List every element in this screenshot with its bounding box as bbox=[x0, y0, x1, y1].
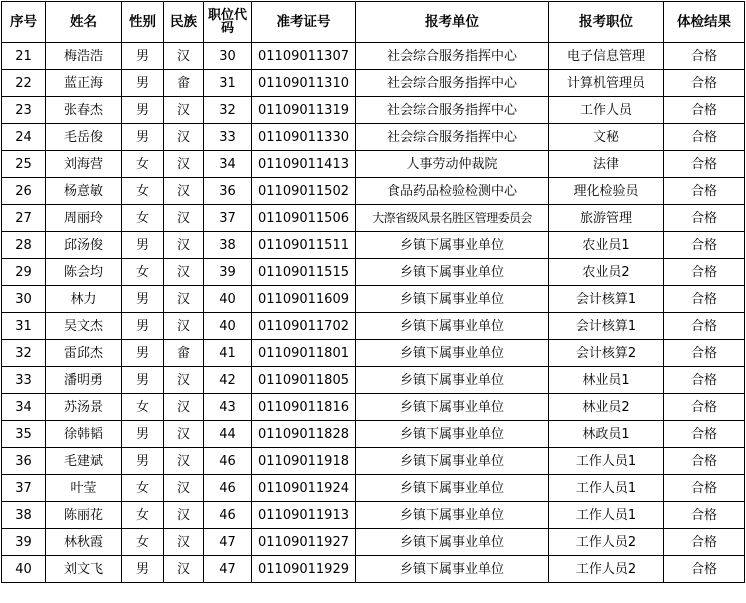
table-row bbox=[2, 313, 745, 340]
cell-name: 刘海营 bbox=[46, 151, 122, 178]
header-ticket-no: 准考证号 bbox=[252, 2, 356, 43]
cell-ticket-no: 01109011330 bbox=[252, 124, 356, 151]
table-row bbox=[2, 232, 745, 259]
cell-ticket-no: 01109011511 bbox=[252, 232, 356, 259]
table-row bbox=[2, 205, 745, 232]
cell-ticket-no: 01109011828 bbox=[252, 421, 356, 448]
cell-position: 农业员1 bbox=[549, 232, 664, 259]
cell-seq: 36 bbox=[2, 448, 46, 475]
cell-ticket-no: 01109011515 bbox=[252, 259, 356, 286]
cell-ethnicity: 汉 bbox=[164, 448, 204, 475]
cell-position-code: 46 bbox=[204, 448, 252, 475]
cell-name: 杨意敏 bbox=[46, 178, 122, 205]
cell-gender: 女 bbox=[122, 151, 164, 178]
cell-name: 雷邱杰 bbox=[46, 340, 122, 367]
cell-position-code: 34 bbox=[204, 151, 252, 178]
header-position-code: 职位代码 bbox=[204, 2, 252, 43]
cell-name: 陈会均 bbox=[46, 259, 122, 286]
cell-ticket-no: 01109011816 bbox=[252, 394, 356, 421]
cell-unit: 乡镇下属事业单位 bbox=[356, 529, 549, 556]
table-row bbox=[2, 124, 745, 151]
cell-position: 工作人员2 bbox=[549, 556, 664, 583]
cell-position: 理化检验员 bbox=[549, 178, 664, 205]
cell-ticket-no: 01109011801 bbox=[252, 340, 356, 367]
cell-ethnicity: 汉 bbox=[164, 205, 204, 232]
cell-position-code: 47 bbox=[204, 556, 252, 583]
cell-gender: 女 bbox=[122, 259, 164, 286]
cell-ethnicity: 汉 bbox=[164, 43, 204, 70]
cell-unit: 大漈省级风景名胜区管理委员会 bbox=[356, 205, 549, 232]
cell-seq: 35 bbox=[2, 421, 46, 448]
cell-gender: 女 bbox=[122, 475, 164, 502]
cell-position-code: 33 bbox=[204, 124, 252, 151]
cell-seq: 33 bbox=[2, 367, 46, 394]
header-ethnicity: 民族 bbox=[164, 2, 204, 43]
cell-unit: 社会综合服务指挥中心 bbox=[356, 43, 549, 70]
cell-ethnicity: 汉 bbox=[164, 502, 204, 529]
cell-result: 合格 bbox=[664, 475, 745, 502]
cell-unit: 乡镇下属事业单位 bbox=[356, 340, 549, 367]
header-result: 体检结果 bbox=[664, 2, 745, 43]
cell-unit: 食品药品检验检测中心 bbox=[356, 178, 549, 205]
cell-result: 合格 bbox=[664, 205, 745, 232]
cell-unit: 乡镇下属事业单位 bbox=[356, 475, 549, 502]
cell-unit: 乡镇下属事业单位 bbox=[356, 313, 549, 340]
table-row bbox=[2, 259, 745, 286]
table-body bbox=[2, 43, 745, 583]
cell-seq: 22 bbox=[2, 70, 46, 97]
header-seq: 序号 bbox=[2, 2, 46, 43]
table-row bbox=[2, 529, 745, 556]
cell-seq: 24 bbox=[2, 124, 46, 151]
cell-ethnicity: 汉 bbox=[164, 178, 204, 205]
cell-name: 林秋霞 bbox=[46, 529, 122, 556]
cell-name: 蓝正海 bbox=[46, 70, 122, 97]
cell-position-code: 36 bbox=[204, 178, 252, 205]
cell-ethnicity: 畲 bbox=[164, 70, 204, 97]
cell-result: 合格 bbox=[664, 313, 745, 340]
cell-seq: 25 bbox=[2, 151, 46, 178]
cell-ticket-no: 01109011413 bbox=[252, 151, 356, 178]
cell-position-code: 43 bbox=[204, 394, 252, 421]
header-unit: 报考单位 bbox=[356, 2, 549, 43]
cell-position: 文秘 bbox=[549, 124, 664, 151]
cell-seq: 30 bbox=[2, 286, 46, 313]
cell-result: 合格 bbox=[664, 367, 745, 394]
cell-position: 会计核算2 bbox=[549, 340, 664, 367]
cell-position: 工作人员1 bbox=[549, 448, 664, 475]
cell-gender: 女 bbox=[122, 529, 164, 556]
cell-name: 张春杰 bbox=[46, 97, 122, 124]
cell-seq: 32 bbox=[2, 340, 46, 367]
table-row bbox=[2, 448, 745, 475]
cell-ethnicity: 汉 bbox=[164, 151, 204, 178]
cell-gender: 男 bbox=[122, 556, 164, 583]
cell-result: 合格 bbox=[664, 124, 745, 151]
cell-unit: 人事劳动仲裁院 bbox=[356, 151, 549, 178]
cell-ticket-no: 01109011913 bbox=[252, 502, 356, 529]
cell-position: 林业员2 bbox=[549, 394, 664, 421]
cell-gender: 女 bbox=[122, 394, 164, 421]
cell-gender: 男 bbox=[122, 124, 164, 151]
cell-ticket-no: 01109011805 bbox=[252, 367, 356, 394]
cell-gender: 男 bbox=[122, 286, 164, 313]
cell-unit: 乡镇下属事业单位 bbox=[356, 367, 549, 394]
table-row bbox=[2, 556, 745, 583]
cell-result: 合格 bbox=[664, 556, 745, 583]
table-row bbox=[2, 97, 745, 124]
cell-position: 工作人员2 bbox=[549, 529, 664, 556]
table-row bbox=[2, 475, 745, 502]
cell-result: 合格 bbox=[664, 232, 745, 259]
cell-position: 会计核算1 bbox=[549, 313, 664, 340]
cell-position: 农业员2 bbox=[549, 259, 664, 286]
cell-unit: 乡镇下属事业单位 bbox=[356, 421, 549, 448]
cell-seq: 40 bbox=[2, 556, 46, 583]
cell-seq: 29 bbox=[2, 259, 46, 286]
cell-gender: 女 bbox=[122, 502, 164, 529]
cell-gender: 男 bbox=[122, 313, 164, 340]
cell-name: 林力 bbox=[46, 286, 122, 313]
cell-ethnicity: 汉 bbox=[164, 124, 204, 151]
cell-unit: 乡镇下属事业单位 bbox=[356, 259, 549, 286]
header-row bbox=[2, 2, 745, 43]
cell-name: 毛岳俊 bbox=[46, 124, 122, 151]
cell-name: 吴文杰 bbox=[46, 313, 122, 340]
cell-result: 合格 bbox=[664, 421, 745, 448]
cell-name: 梅浩浩 bbox=[46, 43, 122, 70]
cell-gender: 女 bbox=[122, 205, 164, 232]
cell-position: 计算机管理员 bbox=[549, 70, 664, 97]
cell-position: 林政员1 bbox=[549, 421, 664, 448]
cell-name: 周丽玲 bbox=[46, 205, 122, 232]
cell-ethnicity: 汉 bbox=[164, 556, 204, 583]
header-name: 姓名 bbox=[46, 2, 122, 43]
cell-unit: 乡镇下属事业单位 bbox=[356, 286, 549, 313]
cell-position-code: 37 bbox=[204, 205, 252, 232]
cell-result: 合格 bbox=[664, 529, 745, 556]
table-row bbox=[2, 367, 745, 394]
cell-position-code: 32 bbox=[204, 97, 252, 124]
cell-ticket-no: 01109011929 bbox=[252, 556, 356, 583]
cell-unit: 社会综合服务指挥中心 bbox=[356, 70, 549, 97]
cell-result: 合格 bbox=[664, 97, 745, 124]
cell-ticket-no: 01109011319 bbox=[252, 97, 356, 124]
table-row bbox=[2, 43, 745, 70]
table-row bbox=[2, 286, 745, 313]
cell-gender: 男 bbox=[122, 43, 164, 70]
cell-ethnicity: 汉 bbox=[164, 313, 204, 340]
cell-position-code: 44 bbox=[204, 421, 252, 448]
cell-position: 工作人员1 bbox=[549, 502, 664, 529]
table-row bbox=[2, 421, 745, 448]
cell-gender: 女 bbox=[122, 178, 164, 205]
cell-ticket-no: 01109011924 bbox=[252, 475, 356, 502]
cell-result: 合格 bbox=[664, 70, 745, 97]
cell-position-code: 38 bbox=[204, 232, 252, 259]
cell-seq: 38 bbox=[2, 502, 46, 529]
cell-gender: 男 bbox=[122, 340, 164, 367]
cell-position-code: 46 bbox=[204, 475, 252, 502]
cell-position: 法律 bbox=[549, 151, 664, 178]
cell-position-code: 40 bbox=[204, 313, 252, 340]
cell-position-code: 41 bbox=[204, 340, 252, 367]
cell-seq: 23 bbox=[2, 97, 46, 124]
cell-name: 陈丽花 bbox=[46, 502, 122, 529]
cell-gender: 男 bbox=[122, 448, 164, 475]
cell-ethnicity: 汉 bbox=[164, 421, 204, 448]
cell-result: 合格 bbox=[664, 448, 745, 475]
cell-ethnicity: 汉 bbox=[164, 286, 204, 313]
table-header bbox=[2, 2, 745, 43]
cell-ticket-no: 01109011918 bbox=[252, 448, 356, 475]
cell-unit: 乡镇下属事业单位 bbox=[356, 448, 549, 475]
cell-position: 工作人员1 bbox=[549, 475, 664, 502]
cell-result: 合格 bbox=[664, 502, 745, 529]
table-row bbox=[2, 502, 745, 529]
cell-result: 合格 bbox=[664, 259, 745, 286]
cell-result: 合格 bbox=[664, 286, 745, 313]
cell-unit: 社会综合服务指挥中心 bbox=[356, 97, 549, 124]
cell-name: 徐韩韬 bbox=[46, 421, 122, 448]
cell-name: 叶莹 bbox=[46, 475, 122, 502]
cell-seq: 37 bbox=[2, 475, 46, 502]
cell-position-code: 30 bbox=[204, 43, 252, 70]
cell-name: 刘文飞 bbox=[46, 556, 122, 583]
table-row bbox=[2, 394, 745, 421]
table-row bbox=[2, 340, 745, 367]
cell-seq: 34 bbox=[2, 394, 46, 421]
cell-ticket-no: 01109011310 bbox=[252, 70, 356, 97]
cell-position-code: 47 bbox=[204, 529, 252, 556]
cell-name: 邱汤俊 bbox=[46, 232, 122, 259]
cell-result: 合格 bbox=[664, 43, 745, 70]
cell-name: 苏汤景 bbox=[46, 394, 122, 421]
cell-name: 毛建斌 bbox=[46, 448, 122, 475]
cell-ethnicity: 汉 bbox=[164, 367, 204, 394]
table-row bbox=[2, 70, 745, 97]
cell-position: 电子信息管理 bbox=[549, 43, 664, 70]
cell-unit: 社会综合服务指挥中心 bbox=[356, 124, 549, 151]
results-table bbox=[1, 1, 745, 583]
cell-name: 潘明勇 bbox=[46, 367, 122, 394]
cell-seq: 21 bbox=[2, 43, 46, 70]
cell-ticket-no: 01109011502 bbox=[252, 178, 356, 205]
cell-gender: 男 bbox=[122, 97, 164, 124]
cell-unit: 乡镇下属事业单位 bbox=[356, 232, 549, 259]
cell-unit: 乡镇下属事业单位 bbox=[356, 556, 549, 583]
cell-seq: 31 bbox=[2, 313, 46, 340]
cell-position: 会计核算1 bbox=[549, 286, 664, 313]
cell-unit: 乡镇下属事业单位 bbox=[356, 394, 549, 421]
cell-position: 工作人员 bbox=[549, 97, 664, 124]
cell-gender: 男 bbox=[122, 232, 164, 259]
cell-gender: 男 bbox=[122, 367, 164, 394]
cell-seq: 27 bbox=[2, 205, 46, 232]
cell-ethnicity: 汉 bbox=[164, 97, 204, 124]
cell-unit: 乡镇下属事业单位 bbox=[356, 502, 549, 529]
cell-result: 合格 bbox=[664, 178, 745, 205]
cell-ethnicity: 汉 bbox=[164, 529, 204, 556]
cell-position-code: 39 bbox=[204, 259, 252, 286]
cell-gender: 男 bbox=[122, 421, 164, 448]
cell-seq: 26 bbox=[2, 178, 46, 205]
cell-position-code: 31 bbox=[204, 70, 252, 97]
cell-ethnicity: 汉 bbox=[164, 475, 204, 502]
header-position: 报考职位 bbox=[549, 2, 664, 43]
header-gender: 性别 bbox=[122, 2, 164, 43]
table-row bbox=[2, 178, 745, 205]
cell-ticket-no: 01109011506 bbox=[252, 205, 356, 232]
cell-seq: 39 bbox=[2, 529, 46, 556]
cell-ticket-no: 01109011702 bbox=[252, 313, 356, 340]
cell-seq: 28 bbox=[2, 232, 46, 259]
cell-result: 合格 bbox=[664, 151, 745, 178]
cell-ethnicity: 汉 bbox=[164, 259, 204, 286]
cell-position: 旅游管理 bbox=[549, 205, 664, 232]
cell-position-code: 46 bbox=[204, 502, 252, 529]
cell-gender: 男 bbox=[122, 70, 164, 97]
cell-result: 合格 bbox=[664, 340, 745, 367]
cell-ticket-no: 01109011307 bbox=[252, 43, 356, 70]
cell-result: 合格 bbox=[664, 394, 745, 421]
table-row bbox=[2, 151, 745, 178]
cell-position-code: 40 bbox=[204, 286, 252, 313]
cell-ticket-no: 01109011609 bbox=[252, 286, 356, 313]
cell-position: 林业员1 bbox=[549, 367, 664, 394]
cell-ethnicity: 汉 bbox=[164, 394, 204, 421]
cell-ethnicity: 畲 bbox=[164, 340, 204, 367]
cell-position-code: 42 bbox=[204, 367, 252, 394]
cell-ethnicity: 汉 bbox=[164, 232, 204, 259]
cell-ticket-no: 01109011927 bbox=[252, 529, 356, 556]
